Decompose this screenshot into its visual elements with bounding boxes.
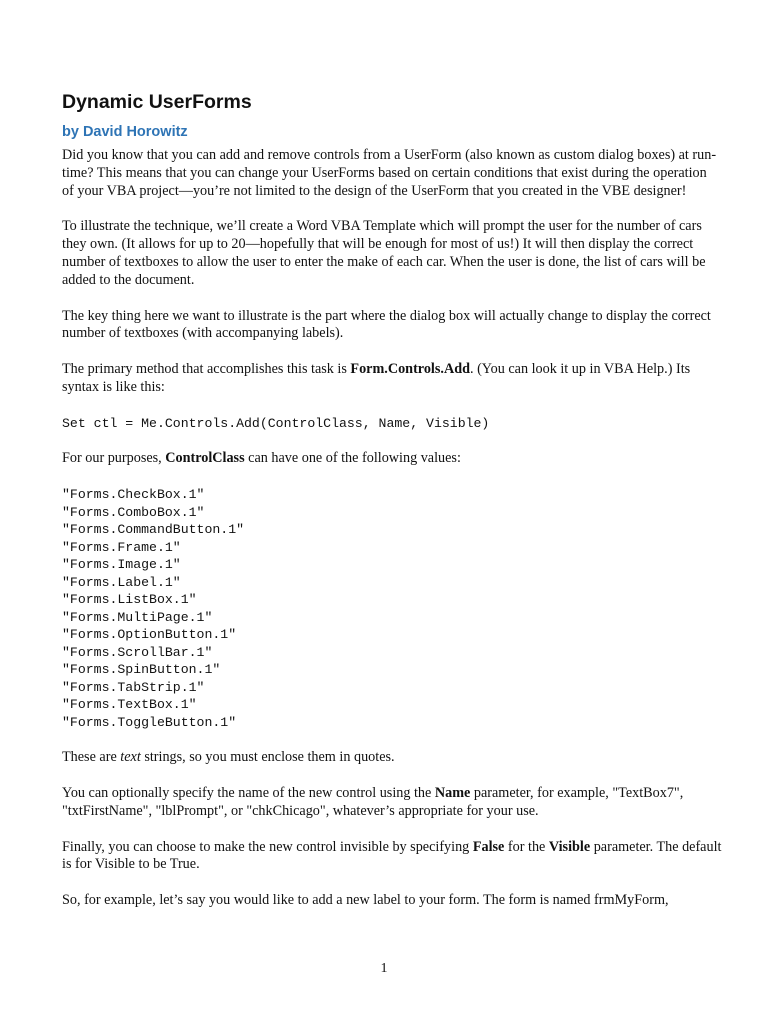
paragraph-intro: Did you know that you can add and remove controls from a UserForm (also known as custom dialog boxes) at run-time? This means that you can change your UserForms based on certain conditions that exist during the operation of your VBA project—you’re not limited to the design of the UserForm that you created in the VBE designer! bbox=[62, 147, 717, 199]
text-run: For our purposes, bbox=[62, 450, 166, 467]
text-run: parameter, for example, "TextBox7", "txtFirstName", "lblPrompt", or "chkChicago", whatever’s appropriate for your use. bbox=[62, 785, 684, 819]
article-body bbox=[62, 147, 722, 910]
text-run: strings, so you must enclose them in quotes. bbox=[140, 749, 395, 766]
control-class-item: "Forms.MultiPage.1" bbox=[62, 609, 213, 625]
control-class-item: "Forms.ComboBox.1" bbox=[62, 504, 205, 520]
text-run: Finally, you can choose to make the new control invisible by specifying bbox=[62, 838, 473, 855]
control-class-item: "Forms.TextBox.1" bbox=[62, 697, 197, 713]
control-class-item: "Forms.CheckBox.1" bbox=[62, 487, 205, 503]
paragraph-key-thing: The key thing here we want to illustrate is the part where the dialog box will actually change to display the correct number of textboxes (with accompanying labels). bbox=[62, 307, 711, 342]
control-class-item: "Forms.CommandButton.1" bbox=[62, 522, 245, 538]
text-run: . (You can look it up in VBA Help.) Its syntax is like this: bbox=[62, 361, 691, 395]
control-class-item: "Forms.ListBox.1" bbox=[62, 592, 197, 608]
paragraph-primary-method bbox=[62, 361, 722, 397]
control-class-list bbox=[62, 486, 722, 731]
paragraph-control-class bbox=[62, 450, 722, 468]
control-class-item: "Forms.Image.1" bbox=[62, 557, 181, 573]
param-control-class: ControlClass bbox=[165, 450, 245, 467]
method-name: Form.Controls.Add bbox=[350, 361, 470, 378]
document-title: Dynamic UserForms bbox=[62, 91, 252, 113]
value-false: False bbox=[472, 838, 505, 855]
paragraph-visible-param bbox=[62, 839, 722, 875]
param-name: Name bbox=[434, 785, 471, 802]
control-class-item: "Forms.Frame.1" bbox=[62, 539, 181, 555]
author-byline: by David Horowitz bbox=[62, 124, 188, 140]
text-run: can have one of the following values: bbox=[244, 450, 461, 467]
control-class-item: "Forms.ScrollBar.1" bbox=[62, 644, 213, 660]
paragraph-name-param bbox=[62, 785, 722, 821]
emphasis-text: text bbox=[120, 749, 141, 766]
control-class-item: "Forms.SpinButton.1" bbox=[62, 662, 221, 678]
control-class-item: "Forms.ToggleButton.1" bbox=[62, 714, 237, 730]
text-run: parameter. The default is for Visible to be True. bbox=[62, 838, 722, 873]
text-run: You can optionally specify the name of the new control using the bbox=[62, 785, 435, 802]
text-run: for the bbox=[504, 838, 549, 855]
paragraph-text-strings bbox=[62, 749, 722, 767]
paragraph-example: So, for example, let’s say you would like to add a new label to your form. The form is named frmMyForm, bbox=[62, 892, 669, 909]
code-syntax: Set ctl = Me.Controls.Add(ControlClass, Name, Visible) bbox=[62, 415, 490, 431]
text-run: The primary method that accomplishes this task is bbox=[62, 361, 351, 378]
control-class-item: "Forms.OptionButton.1" bbox=[62, 627, 237, 643]
paragraph-illustration: To illustrate the technique, we’ll create a Word VBA Template which will prompt the user for the number of cars they own. (It allows for up to 20—hopefully that will be enough for most of us!) It will then display the correct number of textboxes to allow the user to enter the make of each car. When the user is done, the list of cars will be added to the document. bbox=[62, 218, 706, 288]
page-number: 1 bbox=[380, 961, 388, 976]
text-run: These are bbox=[62, 749, 121, 766]
control-class-item: "Forms.TabStrip.1" bbox=[62, 679, 205, 695]
param-visible: Visible bbox=[548, 838, 591, 855]
control-class-item: "Forms.Label.1" bbox=[62, 574, 181, 590]
